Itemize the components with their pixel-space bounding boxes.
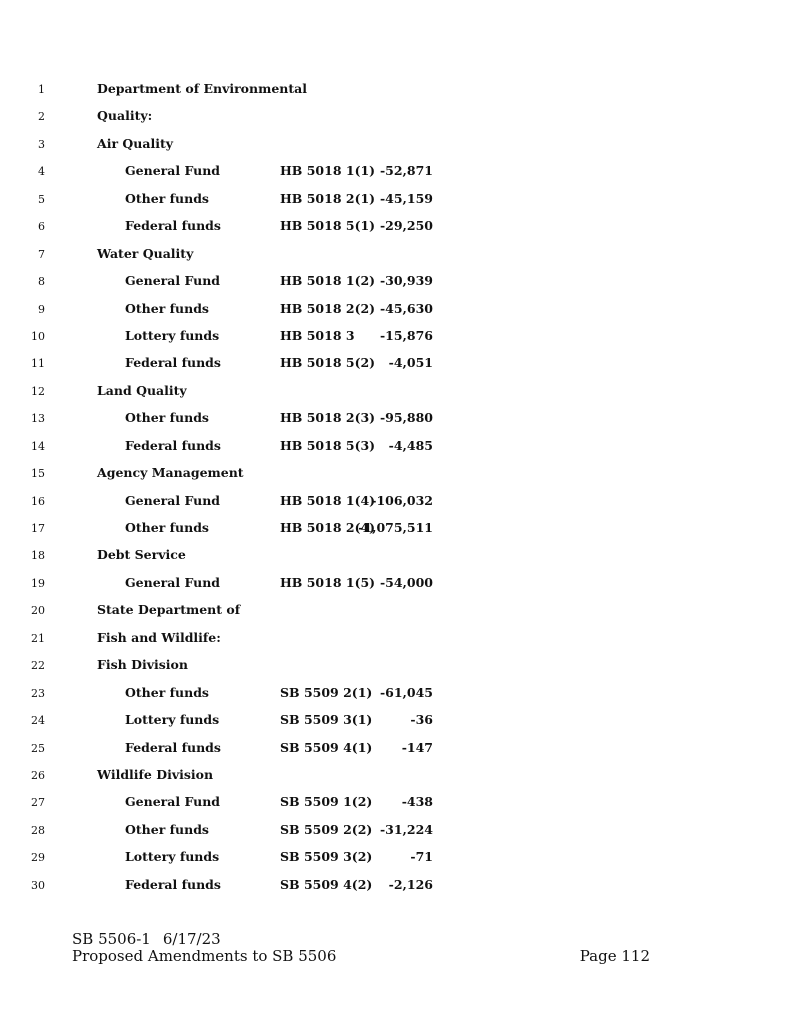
amount-value: -31,224 — [379, 821, 433, 837]
line-label: Fish Division — [97, 657, 188, 673]
amount-value: -36 — [410, 712, 433, 728]
bill-reference: HB 5018 1(4) — [280, 492, 376, 508]
line-label: General Fund — [125, 492, 221, 508]
line-label: Other funds — [125, 821, 209, 837]
line-label: Agency Management — [97, 465, 244, 481]
line-label: Other funds — [125, 300, 209, 316]
amount-value: -45,159 — [379, 190, 433, 206]
line-number: 12 — [31, 384, 45, 398]
line-row — [0, 164, 800, 191]
amount-value: -106,032 — [371, 492, 433, 508]
line-label: General Fund — [125, 163, 221, 179]
amendment-lines — [0, 82, 800, 905]
line-number: 25 — [31, 741, 45, 755]
amount-value: -4,485 — [388, 437, 433, 453]
line-number: 9 — [38, 302, 45, 316]
line-label: General Fund — [125, 273, 221, 289]
line-row — [0, 219, 800, 246]
bill-reference: HB 5018 1(2) — [280, 273, 376, 289]
footer-document-title: Proposed Amendments to SB 5506 — [72, 947, 337, 965]
line-row — [0, 109, 800, 136]
footer-bill-reference — [72, 931, 650, 948]
line-label: State Department of — [97, 602, 241, 618]
footer-bill-version: SB 5506-1 — [72, 930, 151, 948]
line-label: Fish and Wildlife: — [97, 629, 221, 645]
line-number: 14 — [31, 439, 45, 453]
line-row — [0, 274, 800, 301]
line-number: 7 — [38, 247, 45, 261]
line-number: 5 — [38, 192, 45, 206]
line-number: 20 — [31, 604, 45, 618]
line-row — [0, 329, 800, 356]
line-row — [0, 823, 800, 850]
line-label: Air Quality — [97, 135, 173, 151]
bill-reference: HB 5018 1(1) — [280, 163, 376, 179]
line-row — [0, 411, 800, 438]
line-number: 6 — [38, 220, 45, 234]
amount-value: -54,000 — [379, 574, 433, 590]
line-number: 8 — [38, 275, 45, 289]
line-row — [0, 192, 800, 219]
line-label: Other funds — [125, 520, 209, 535]
bill-reference: SB 5509 4(2) — [280, 876, 373, 892]
line-row — [0, 466, 800, 493]
amount-value: -438 — [401, 794, 433, 810]
line-label: Federal funds — [125, 739, 221, 755]
line-number: 4 — [38, 165, 45, 179]
line-label: Land Quality — [97, 382, 187, 398]
line-number: 22 — [31, 659, 45, 673]
line-row — [0, 631, 800, 658]
line-number: 15 — [31, 467, 45, 481]
bill-reference: SB 5509 4(1) — [280, 739, 373, 755]
line-label: Quality: — [97, 108, 153, 124]
bill-reference: HB 5018 3 — [280, 327, 355, 343]
line-label: Other funds — [125, 190, 209, 206]
line-number: 19 — [31, 576, 45, 590]
bill-reference: HB 5018 2(3) — [280, 410, 376, 426]
amount-value: -45,630 — [379, 300, 433, 316]
line-row — [0, 878, 800, 905]
bill-reference: HB 5018 2(2) — [280, 300, 376, 316]
line-label: Federal funds — [125, 437, 221, 453]
line-row — [0, 850, 800, 877]
line-row — [0, 548, 800, 575]
line-row — [0, 603, 800, 630]
amount-value: -52,871 — [379, 163, 433, 179]
line-number: 26 — [31, 768, 45, 782]
line-label: Wildlife Division — [97, 766, 214, 782]
line-row — [0, 494, 800, 521]
line-label: Federal funds — [125, 876, 221, 892]
line-label: Water Quality — [97, 245, 194, 261]
line-row — [0, 247, 800, 274]
line-row — [0, 576, 800, 603]
page-footer — [72, 931, 650, 965]
line-row — [0, 713, 800, 740]
line-row — [0, 82, 800, 109]
bill-reference: SB 5509 3(2) — [280, 849, 373, 865]
line-label: Lottery funds — [125, 849, 220, 865]
bill-reference: HB 5018 2(4) — [280, 520, 376, 535]
line-row — [0, 686, 800, 713]
line-row — [0, 302, 800, 329]
line-label: General Fund — [125, 794, 221, 810]
line-row — [0, 768, 800, 795]
bill-reference: HB 5018 2(1) — [280, 190, 376, 206]
line-label: Other funds — [125, 410, 209, 426]
line-label: General Fund — [125, 574, 221, 590]
line-row — [0, 356, 800, 383]
amount-value: -15,876 — [379, 327, 433, 343]
line-number: 16 — [31, 494, 45, 508]
page-number: Page 112 — [579, 947, 650, 965]
bill-reference: HB 5018 5(3) — [280, 437, 376, 453]
line-number: 3 — [38, 137, 45, 151]
bill-reference: SB 5509 2(2) — [280, 821, 373, 837]
footer-title-row — [72, 948, 650, 965]
line-number: 30 — [31, 878, 45, 892]
line-row — [0, 658, 800, 685]
amount-value: -30,939 — [379, 273, 433, 289]
line-row — [0, 795, 800, 822]
amount-value: -2,126 — [388, 876, 433, 892]
amount-value: -147 — [401, 739, 433, 755]
line-number: 24 — [31, 714, 45, 728]
line-label: Department of Environmental — [97, 81, 307, 96]
amount-value: -29,250 — [379, 218, 433, 234]
bill-reference: SB 5509 3(1) — [280, 712, 373, 728]
line-number: 21 — [31, 631, 45, 645]
amount-value: -61,045 — [379, 684, 433, 700]
line-number: 27 — [31, 796, 45, 810]
bill-reference: HB 5018 5(2) — [280, 355, 376, 371]
amount-value: -95,880 — [379, 410, 433, 426]
line-number: 18 — [31, 549, 45, 563]
amount-value: -4,051 — [388, 355, 433, 371]
line-number: 29 — [31, 851, 45, 865]
line-number: 13 — [31, 412, 45, 426]
line-row — [0, 521, 800, 548]
line-label: Debt Service — [97, 547, 186, 563]
line-label: Other funds — [125, 684, 209, 700]
line-row — [0, 137, 800, 164]
bill-reference: HB 5018 1(5) — [280, 574, 376, 590]
line-row — [0, 384, 800, 411]
line-label: Lottery funds — [125, 712, 220, 728]
line-number: 11 — [31, 357, 45, 371]
bill-reference: HB 5018 5(1) — [280, 218, 376, 234]
line-number: 23 — [31, 686, 45, 700]
line-label: Lottery funds — [125, 327, 220, 343]
line-number: 17 — [31, 522, 45, 535]
line-label: Federal funds — [125, 218, 221, 234]
amount-value: -71 — [410, 849, 433, 865]
line-number: 1 — [38, 83, 45, 96]
line-number: 28 — [31, 823, 45, 837]
line-label: Federal funds — [125, 355, 221, 371]
line-row — [0, 741, 800, 768]
bill-reference: SB 5509 2(1) — [280, 684, 373, 700]
line-number: 2 — [38, 110, 45, 124]
footer-date: 6/17/23 — [162, 930, 221, 948]
line-row — [0, 439, 800, 466]
bill-reference: SB 5509 1(2) — [280, 794, 373, 810]
line-number: 10 — [31, 329, 45, 343]
amount-value: -1,075,511 — [358, 520, 433, 535]
